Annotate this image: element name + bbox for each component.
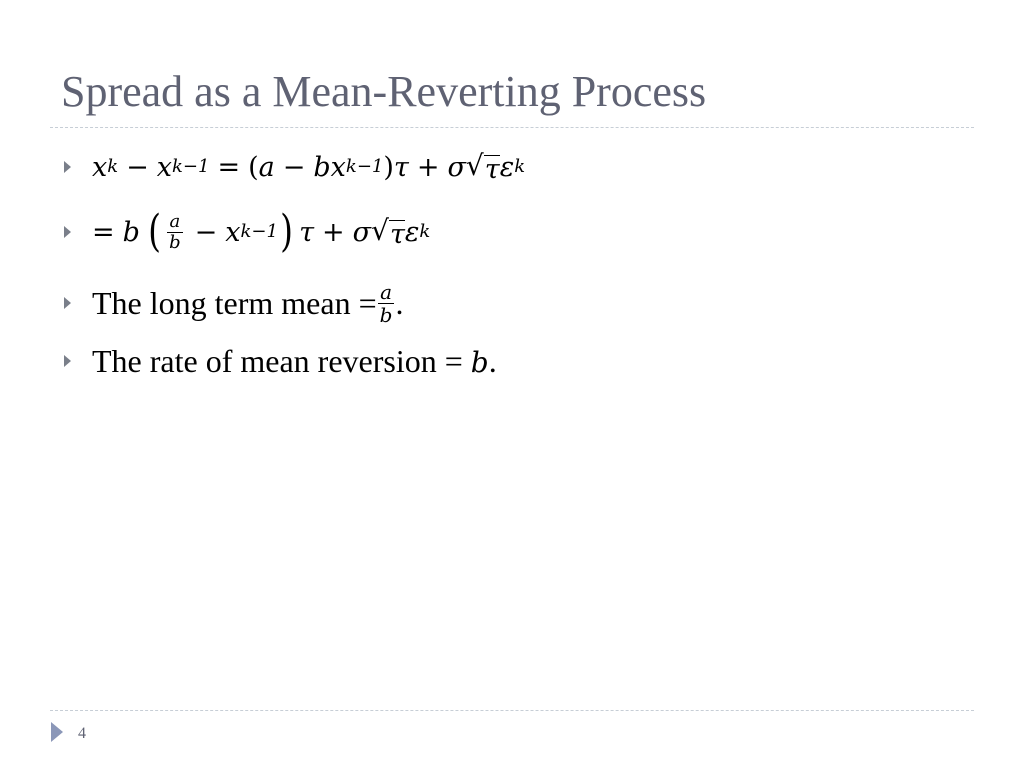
math-operator: − bbox=[194, 216, 218, 248]
math-token: b bbox=[470, 346, 489, 379]
math-subscript: k bbox=[107, 156, 119, 177]
equation-2 bbox=[92, 206, 431, 258]
math-operator: − bbox=[126, 151, 149, 183]
math-subscript: k−1 bbox=[240, 221, 278, 242]
page-number: 4 bbox=[78, 725, 86, 742]
bullet-text-long-term-mean bbox=[92, 287, 377, 319]
bullet-item bbox=[64, 341, 497, 381]
bullet-text-mean-reversion bbox=[92, 345, 497, 377]
sqrt-symbol bbox=[371, 213, 405, 250]
bullet-text-suffix: . bbox=[395, 285, 404, 321]
math-token: x bbox=[330, 151, 346, 183]
bullet-text: The long term mean = bbox=[92, 285, 377, 321]
radical-sign: √ bbox=[465, 148, 484, 182]
fraction bbox=[167, 210, 183, 253]
bullet-item bbox=[64, 276, 403, 330]
footer-triangle-icon bbox=[51, 722, 63, 742]
bullet-triangle-icon bbox=[64, 161, 71, 173]
fraction-denominator: b bbox=[169, 231, 181, 253]
math-token: σ bbox=[352, 216, 372, 248]
math-operator: − bbox=[282, 151, 306, 183]
math-paren: ( bbox=[148, 206, 161, 258]
math-operator: + bbox=[416, 151, 440, 183]
math-token: x bbox=[156, 151, 173, 183]
math-subscript: k bbox=[419, 221, 431, 242]
radical-sign: √ bbox=[371, 213, 389, 247]
math-token: τ bbox=[484, 153, 500, 185]
fraction-numerator: a bbox=[169, 210, 181, 232]
math-token: b bbox=[313, 151, 331, 183]
sqrt-symbol bbox=[465, 148, 500, 185]
math-token: τ bbox=[299, 216, 315, 248]
math-subscript: k−1 bbox=[345, 156, 384, 177]
math-token: x bbox=[225, 216, 241, 248]
bullet-triangle-icon bbox=[64, 355, 71, 367]
math-paren: ) bbox=[383, 151, 394, 183]
bullet-item bbox=[64, 206, 431, 258]
math-token: ε bbox=[404, 216, 420, 248]
slide-title: Spread as a Mean-Reverting Process bbox=[61, 67, 707, 116]
footer-divider bbox=[50, 710, 974, 711]
fraction-denominator: b bbox=[379, 302, 393, 327]
bullet-item bbox=[64, 147, 525, 187]
bullet-triangle-icon bbox=[64, 226, 71, 238]
bullet-text-suffix: . bbox=[488, 343, 497, 379]
math-token: τ bbox=[393, 151, 409, 183]
math-paren: ( bbox=[248, 151, 259, 183]
math-token: ε bbox=[499, 151, 515, 183]
math-operator: = bbox=[217, 151, 241, 183]
math-operator: + bbox=[322, 216, 345, 248]
math-operator: = bbox=[92, 216, 115, 248]
math-token: τ bbox=[389, 218, 405, 250]
math-token: x bbox=[92, 151, 108, 183]
fraction-numerator: a bbox=[380, 279, 392, 304]
math-token: a bbox=[258, 151, 275, 183]
bullet-triangle-icon bbox=[64, 297, 71, 309]
math-paren: ) bbox=[280, 206, 293, 258]
bullet-text: The rate of mean reversion = bbox=[92, 343, 471, 379]
math-token: b bbox=[122, 216, 140, 248]
title-divider bbox=[50, 127, 974, 128]
math-token: σ bbox=[447, 151, 466, 183]
math-subscript: k−1 bbox=[172, 156, 210, 177]
math-subscript: k bbox=[514, 156, 526, 177]
equation-1 bbox=[92, 148, 526, 185]
fraction bbox=[378, 279, 395, 327]
